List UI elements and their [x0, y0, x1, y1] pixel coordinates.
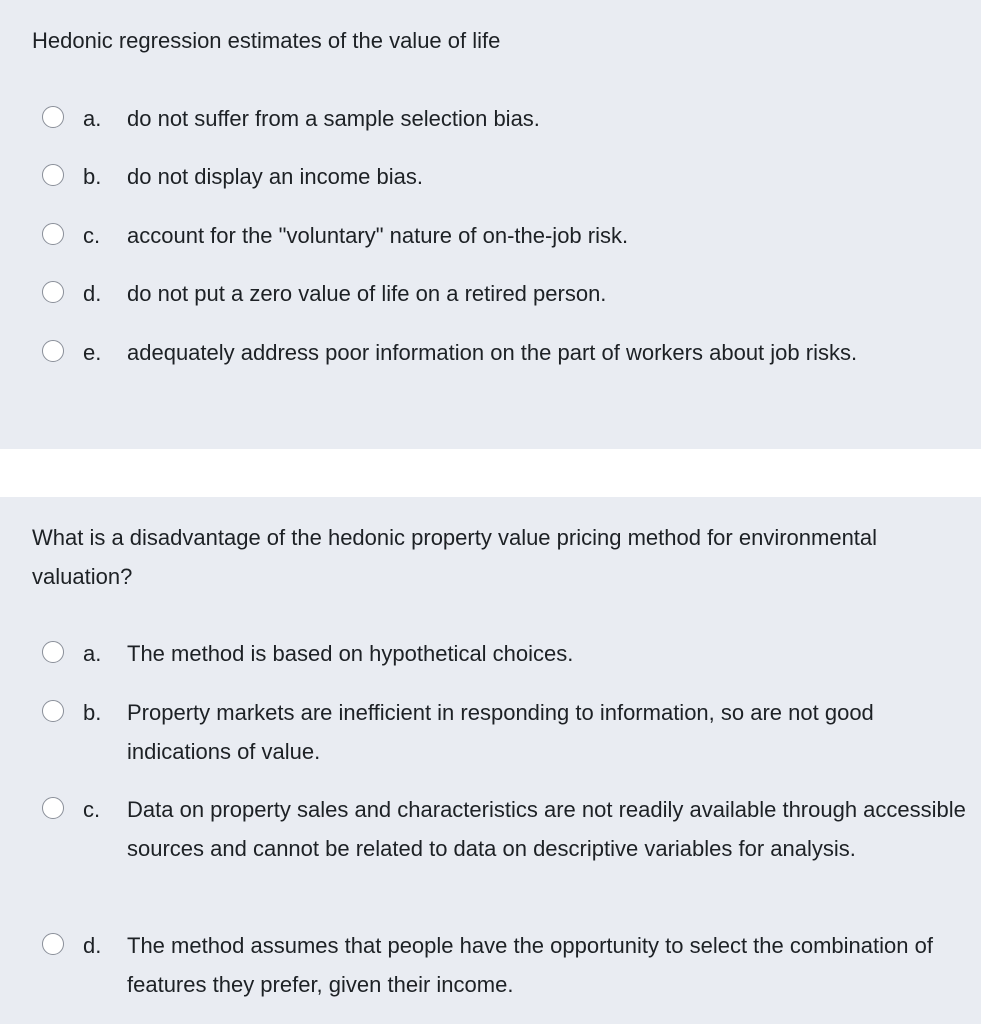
option-label[interactable]: do not suffer from a sample selection bias. [127, 106, 540, 131]
option-letter: a. [83, 641, 102, 666]
option-letter: d. [83, 281, 102, 306]
radio-button[interactable] [42, 340, 64, 362]
question-card-1 [0, 0, 981, 449]
option-label[interactable]: account for the "voluntary" nature of on-the-job risk. [127, 223, 629, 248]
radio-button[interactable] [42, 281, 64, 303]
option-label[interactable]: The method is based on hypothetical choices. [127, 641, 574, 666]
option-label[interactable]: Data on property sales and characteristics are not readily available through accessible sources and cannot be related to data on descriptive variables for analysis. [127, 797, 966, 861]
option-b[interactable] [42, 693, 967, 764]
option-letter: e. [83, 340, 102, 365]
option-e[interactable] [42, 333, 967, 372]
option-d[interactable] [42, 274, 967, 313]
option-label[interactable]: do not display an income bias. [127, 164, 423, 189]
question-text: Hedonic regression estimates of the value of life [32, 28, 501, 53]
radio-button[interactable] [42, 223, 64, 245]
option-a[interactable] [42, 634, 967, 673]
option-letter: a. [83, 106, 102, 131]
option-letter: c. [83, 797, 101, 822]
radio-button[interactable] [42, 164, 64, 186]
option-c[interactable] [42, 216, 967, 255]
option-letter: b. [83, 164, 102, 189]
question-card-2 [0, 497, 981, 1024]
option-letter: c. [83, 223, 101, 248]
option-letter: d. [83, 933, 102, 958]
option-label[interactable]: Property markets are inefficient in responding to information, so are not good indications of value. [127, 700, 874, 764]
option-label[interactable]: adequately address poor information on the part of workers about job risks. [127, 340, 858, 365]
option-a[interactable] [42, 99, 967, 138]
option-b[interactable] [42, 157, 967, 196]
option-c[interactable] [42, 790, 967, 861]
radio-button[interactable] [42, 700, 64, 722]
radio-button[interactable] [42, 106, 64, 128]
option-d[interactable] [42, 926, 967, 997]
radio-button[interactable] [42, 641, 64, 663]
option-label[interactable]: The method assumes that people have the opportunity to select the combination of features they prefer, given their income. [127, 933, 933, 997]
question-text: What is a disadvantage of the hedonic property value pricing method for environmental valuation? [32, 525, 878, 589]
option-letter: b. [83, 700, 102, 725]
option-label[interactable]: do not put a zero value of life on a retired person. [127, 281, 607, 306]
radio-button[interactable] [42, 797, 64, 819]
radio-button[interactable] [42, 933, 64, 955]
